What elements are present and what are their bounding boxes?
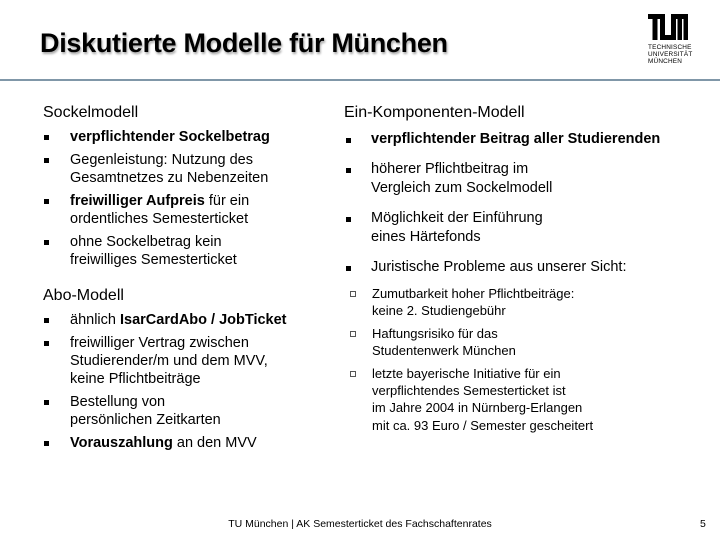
logo-line: MÜNCHEN: [648, 58, 683, 66]
logo-line: TECHNISCHE: [648, 44, 692, 51]
item-bold-text: IsarCardAbo / JobTicket: [119, 312, 287, 328]
ein-komponenten-list: [344, 130, 704, 277]
list-item: [344, 130, 704, 149]
square-bullet-icon: [44, 135, 49, 140]
square-bullet-icon: [44, 158, 49, 163]
sub-item-text: letzte bayerische Initiative für ein: [372, 365, 561, 381]
title-divider: [0, 79, 720, 81]
list-item: [344, 160, 704, 198]
sub-item-text: im Jahre 2004 in Nürnberg-Erlangen: [372, 400, 583, 416]
hollow-square-bullet-icon: [350, 371, 356, 377]
item-text: eines Härtefonds: [371, 229, 481, 245]
list-item: [344, 258, 704, 277]
sub-list-item: [346, 285, 704, 320]
left-column: [43, 104, 333, 457]
item-text: freiwilliges Semesterticket: [70, 252, 237, 268]
list-item: [43, 151, 333, 187]
page-number: 5: [700, 518, 706, 530]
abo-modell-list: [43, 311, 333, 452]
item-bold-text: verpflichtender Sockelbetrag: [70, 129, 270, 145]
item-text: Juristische Probleme aus unserer Sicht:: [371, 259, 627, 275]
item-text: ähnlich: [70, 312, 120, 328]
ein-komponenten-heading: Ein-Komponenten-Modell: [344, 104, 525, 121]
square-bullet-icon: [44, 318, 49, 323]
list-item: [43, 434, 333, 452]
tum-logo: [648, 14, 700, 66]
square-bullet-icon: [44, 441, 49, 446]
list-item: [43, 334, 333, 388]
abo-modell-heading: Abo-Modell: [43, 287, 124, 304]
item-text: Gegenleistung: Nutzung des: [70, 152, 253, 168]
item-text: Möglichkeit der Einführung: [371, 210, 543, 226]
square-bullet-icon: [346, 217, 351, 222]
item-text: für ein: [204, 193, 250, 209]
square-bullet-icon: [44, 199, 49, 204]
square-bullet-icon: [346, 138, 351, 143]
sub-list: [346, 285, 704, 434]
sub-item-text: mit ca. 93 Euro / Semester gescheitert: [372, 417, 594, 433]
item-bold-text: Vorauszahlung: [70, 435, 173, 451]
sub-item-text: keine 2. Studiengebühr: [372, 303, 506, 319]
item-text: Gesamtnetzes zu Nebenzeiten: [70, 170, 269, 186]
square-bullet-icon: [346, 266, 351, 271]
sockelmodell-list: [43, 128, 333, 269]
list-item: [43, 233, 333, 269]
sub-item-text: verpflichtendes Semesterticket ist: [372, 383, 566, 399]
item-text: ordentliches Semesterticket: [70, 211, 249, 227]
sub-item-text: Zumutbarkeit hoher Pflichtbeiträge:: [372, 286, 575, 301]
square-bullet-icon: [44, 400, 49, 405]
item-text: an den MVV: [172, 435, 257, 451]
item-bold-text: freiwilliger Aufpreis: [70, 193, 205, 209]
sub-list-item: [346, 365, 704, 435]
list-item: [43, 128, 333, 146]
item-text: Studierender/m und dem MVV,: [70, 353, 268, 369]
hollow-square-bullet-icon: [350, 291, 356, 297]
item-bold-text: verpflichtender Beitrag aller Studierenden: [371, 131, 661, 147]
list-item: [43, 393, 333, 429]
square-bullet-icon: [44, 240, 49, 245]
sub-item-text: Haftungsrisiko für das: [372, 325, 498, 341]
item-text: Bestellung von: [70, 394, 166, 410]
slide-title: Diskutierte Modelle für München: [40, 28, 448, 58]
item-text: Vergleich zum Sockelmodell: [371, 180, 553, 196]
item-text: freiwilliger Vertrag zwischen: [70, 335, 249, 351]
footer-text: TU München | AK Semesterticket des Fachschaftenrates: [228, 518, 492, 530]
tum-logo-icon: [648, 14, 688, 40]
sockelmodell-heading: Sockelmodell: [43, 104, 139, 121]
list-item: [43, 311, 333, 329]
square-bullet-icon: [44, 341, 49, 346]
sub-list-item: [346, 325, 704, 360]
list-item: [43, 192, 333, 228]
hollow-square-bullet-icon: [350, 331, 356, 337]
right-column: [344, 104, 704, 439]
logo-line: UNIVERSITÄT: [648, 51, 693, 59]
list-item: [344, 209, 704, 247]
sub-item-text: Studentenwerk München: [372, 343, 516, 359]
item-text: höherer Pflichtbeitrag im: [371, 161, 529, 177]
square-bullet-icon: [346, 168, 351, 173]
item-text: keine Pflichtbeiträge: [70, 371, 201, 387]
logo-text: [648, 44, 700, 66]
item-text: ohne Sockelbetrag kein: [70, 234, 222, 250]
item-text: persönlichen Zeitkarten: [70, 412, 221, 428]
